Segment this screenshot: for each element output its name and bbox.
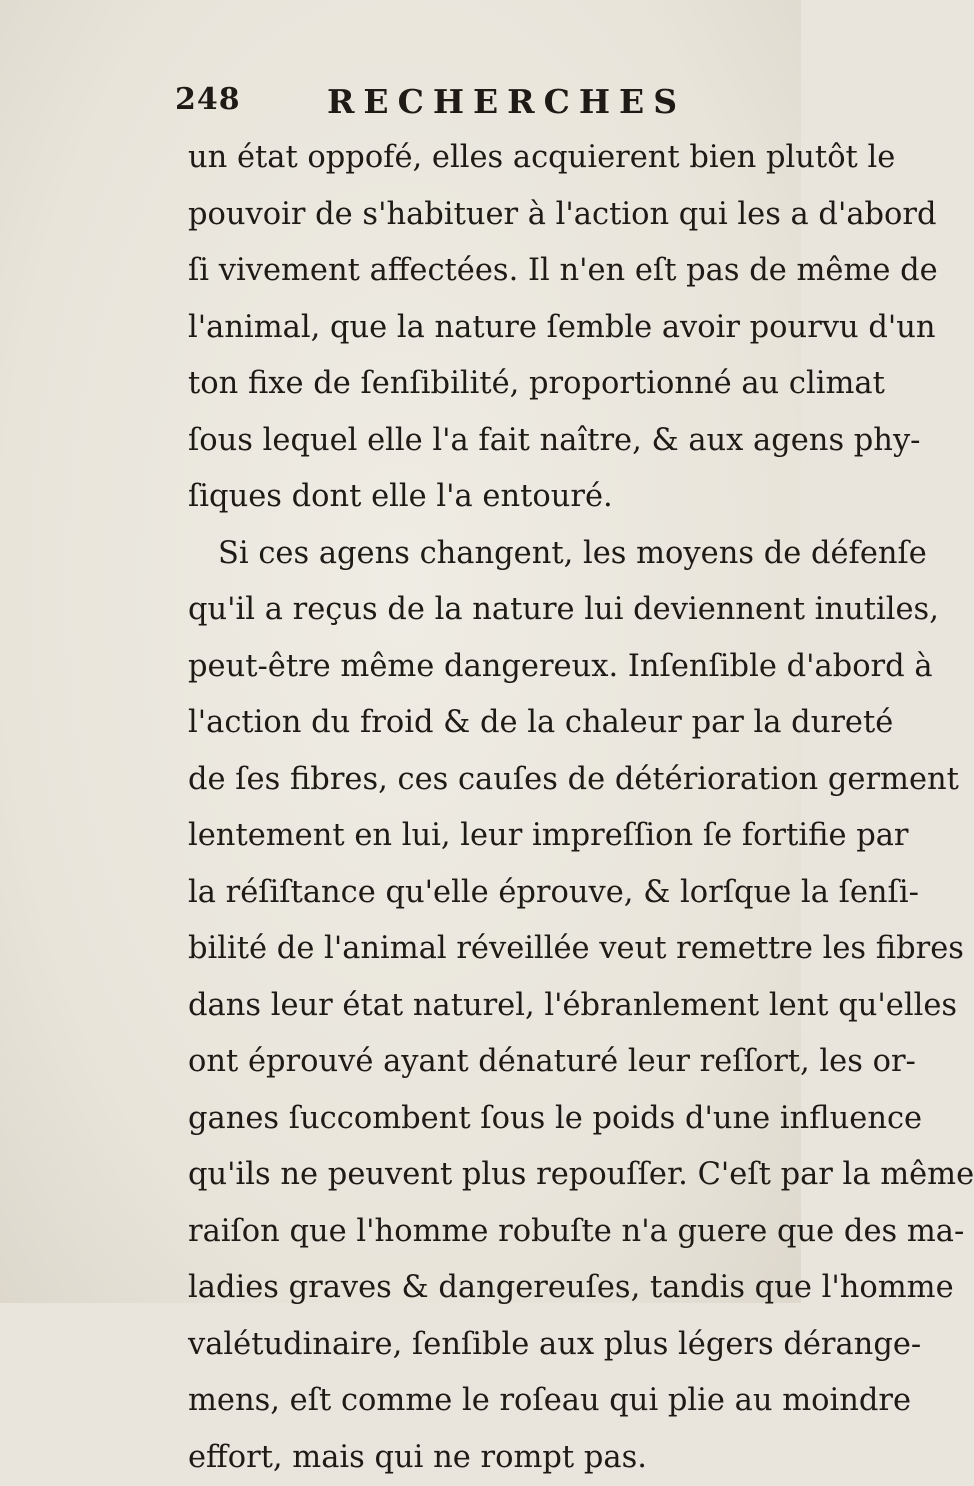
text-line: un état oppofé, elles acquierent bien plutôt le bbox=[188, 130, 770, 187]
body-text bbox=[188, 130, 770, 1486]
text-line: qu'ils ne peuvent plus repouſſer. C'eſt par la même bbox=[188, 1147, 770, 1204]
running-head: RECHERCHES bbox=[327, 82, 686, 121]
text-line: valétudinaire, ſenſible aux plus légers dérange- bbox=[188, 1317, 770, 1374]
page-number: 248 bbox=[175, 82, 241, 117]
text-line: pouvoir de s'habituer à l'action qui les a d'abord bbox=[188, 187, 770, 244]
text-line: qu'il a reçus de la nature lui deviennent inutiles, bbox=[188, 582, 770, 639]
text-line: de ſes fibres, ces cauſes de détérioration germent bbox=[188, 752, 770, 809]
text-line: lentement en lui, leur impreſſion ſe fortifie par bbox=[188, 808, 770, 865]
text-line: l'animal, que la nature ſemble avoir pourvu d'un bbox=[188, 300, 770, 357]
text-line: mens, eſt comme le roſeau qui plie au moindre bbox=[188, 1373, 770, 1430]
text-line: effort, mais qui ne rompt pas. bbox=[188, 1430, 770, 1486]
text-line: ladies graves & dangereuſes, tandis que l'homme bbox=[188, 1260, 770, 1317]
text-line: ton fixe de ſenſibilité, proportionné au climat bbox=[188, 356, 770, 413]
text-line: ſous lequel elle l'a fait naître, & aux agens phy- bbox=[188, 413, 770, 470]
page-header bbox=[175, 82, 761, 132]
text-line: peut-être même dangereux. Inſenſible d'abord à bbox=[188, 639, 770, 696]
text-line: l'action du froid & de la chaleur par la dureté bbox=[188, 695, 770, 752]
text-line: raiſon que l'homme robuſte n'a guere que des ma- bbox=[188, 1204, 770, 1261]
text-line: ſi vivement affectées. Il n'en eſt pas de même de bbox=[188, 243, 770, 300]
text-line: dans leur état naturel, l'ébranlement lent qu'elles bbox=[188, 978, 770, 1035]
text-line: bilité de l'animal réveillée veut remettre les fibres bbox=[188, 921, 770, 978]
text-line: la réſiſtance qu'elle éprouve, & lorſque la ſenſi- bbox=[188, 865, 770, 922]
text-line: Si ces agens changent, les moyens de défenſe bbox=[188, 526, 770, 583]
text-line: ont éprouvé ayant dénaturé leur reſſort, les or- bbox=[188, 1034, 770, 1091]
text-line: ganes ſuccombent ſous le poids d'une influence bbox=[188, 1091, 770, 1148]
text-line: ſiques dont elle l'a entouré. bbox=[188, 469, 770, 526]
